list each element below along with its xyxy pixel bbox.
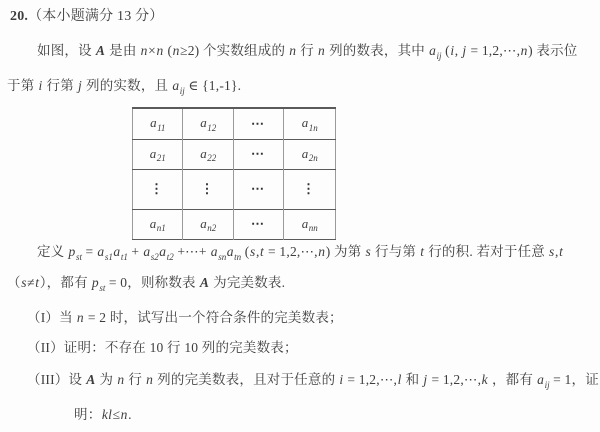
matrix-table	[132, 107, 336, 240]
sub-question-2: （II）证明：不存在 10 行 10 列的完美数表；	[27, 340, 298, 355]
matrix-table-body	[133, 108, 336, 239]
matrix-cell: ⋮	[284, 169, 336, 209]
table-row	[133, 209, 336, 239]
matrix-cell: ⋯	[234, 209, 284, 239]
table-row	[133, 108, 336, 139]
matrix-cell: $a_{11}$	[150, 115, 166, 133]
table-row	[133, 139, 336, 169]
matrix-cell: ⋯	[234, 108, 284, 139]
matrix-cell: $a_{21}$	[133, 139, 183, 169]
matrix-cell: $a_{12}$	[183, 108, 234, 139]
intro-line-1: 如图，设 A 是由 n×n (n≥2) 个实数组成的 n 行 n 列的数表，其中 $a_{ij}$ (i, j = 1,2,⋯,n) 表示位	[37, 43, 578, 61]
intro-line-2: 于第 i 行第 j 列的实数，且 $a_{ij}$ ∈ {1,-1}.	[7, 78, 242, 96]
definition-line-2: （s≠t），都有 $p_{st} = 0$，则称数表 A 为完美数表.	[7, 275, 286, 293]
matrix-cell: $a_{2n}$	[284, 139, 336, 169]
matrix-cell: $a_{nn}$	[284, 209, 336, 239]
matrix-cell: $a_{n2}$	[183, 209, 234, 239]
matrix-cell: ⋮	[133, 169, 183, 209]
matrix-cell: ⋯	[234, 139, 284, 169]
matrix-cell: $a_{22}$	[183, 139, 234, 169]
matrix-cell: $a_{1n}$	[284, 108, 336, 139]
sub-question-3-line-2: 明：kl≤n.	[74, 407, 132, 422]
table-row	[133, 169, 336, 209]
definition-line-1: 定义 $p_{st} = a_{s1}a_{t1} + a_{s2}a_{t2}$ +⋯+ $a_{sn}a_{tn}$ (s,t = 1,2,⋯,n) 为第 s 行与第 t 行的积. 若对于任意 s,t	[37, 244, 564, 262]
problem-number-and-score: 20.（本小题满分 13 分）	[10, 9, 164, 24]
matrix-cell: ⋯	[234, 169, 284, 209]
matrix-cell: $a_{n1}$	[133, 209, 183, 239]
sub-question-3-line-1: （III）设 A 为 n 行 n 列的完美数表，且对于任意的 i = 1,2,⋯,l 和 j = 1,2,⋯,k ，都有 $a_{ij} = 1$，证	[27, 372, 599, 390]
sub-question-1: （I）当 n = 2 时，试写出一个符合条件的完美数表；	[27, 310, 343, 325]
matrix-cell: ⋮	[183, 169, 234, 209]
